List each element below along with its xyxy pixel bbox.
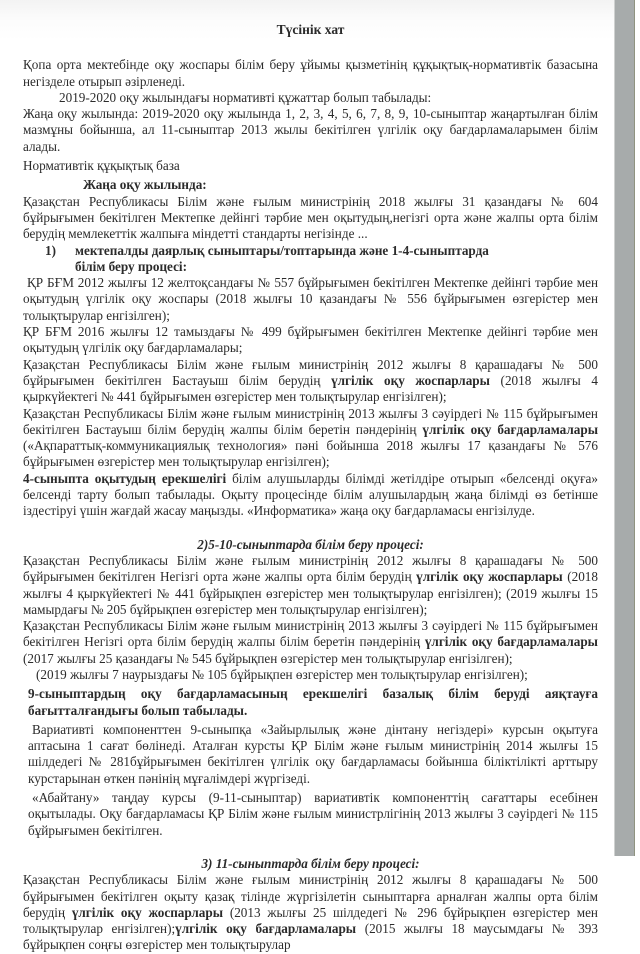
document-body xyxy=(23,22,598,954)
text-run: білім алушыларды білімді жетілдіре отырып «белсенді оқуға» белсенді тарту болып табылады. Оқыту процесінде білім алушылардың жаңа білімді өз бетінше іздестіруі үшін жағдай жасау маңызды. «Информатика» жаңа оқу бағдарламасы енгізілуде. xyxy=(23,470,598,519)
text-run: (2013 жылғы 25 шілдедегі № 296 бұйрықпен өзгерістер мен толықтырулар енгізілген); xyxy=(23,904,598,937)
text-run: («Ақпараттық-коммуникациялық технология» пәні бойынша 2018 жылғы 17 қазандағы № 576 бұйрығымен өзгерістер мен толықтырулар енгізілген); xyxy=(23,438,598,470)
normative-base-label: Нормативтік құқықтық база xyxy=(23,158,180,174)
section-2-paragraph-4: 9-сыныптардың оқу бағдарламасының ерекшелігі базалық білім беруді аяқтауға бағытталғандығы болып табылады. xyxy=(28,686,598,718)
section-1-paragraph-2: ҚР БҒМ 2016 жылғы 12 тамыздағы № 499 бұйрығымен бекітілген Мектепке дейінгі тәрбие мен оқытудың үлгілік оқу бағдарламалары; xyxy=(23,324,598,356)
section-2-paragraph-3: (2019 жылғы 7 наурыздағы № 105 бұйрықпен өзгерістер мен толықтырулар енгізілген); xyxy=(36,666,528,682)
section-1-title-line-1: мектепалды даярлық сыныптары/топтарында және 1-4-сыныптарда xyxy=(75,242,489,258)
document-title: Түсінік хат xyxy=(276,22,345,37)
emphasis: үлгілік оқу жоспарлары xyxy=(331,372,490,388)
emphasis: үлгілік оқу бағдарламалары xyxy=(422,421,598,437)
emphasis: үлгілік оқу жоспарлары xyxy=(71,904,224,920)
section-1-paragraph-3 xyxy=(23,357,598,406)
section-2-paragraph-6: «Абайтану» таңдау курсы (9-11-сыныптар) вариативтік компоненттің сағаттары есебінен оқытылады. Оқу бағдарламасы ҚР Білім және ғылым министрлігінің 2013 жылғы 3 сәуірдегі № 115 бұйрығымен бекітілген. xyxy=(28,790,598,838)
text-run: (2018 жылғы 4 қыркүйектегі № 441 бұйрығымен өзгерістер мен толықтырулар енгізілген); xyxy=(23,372,598,405)
section-1-paragraph-5 xyxy=(23,471,598,520)
text-run: Қазақстан Республикасы Білім және ғылым министрінің 2012 жылғы 8 қарашадағы № 500 бұйрығымен бекітілген Негізгі орта және жалпы орта білім берудің xyxy=(23,552,598,585)
section-1-paragraph-4 xyxy=(23,406,598,471)
section-2-paragraph-1 xyxy=(23,553,598,618)
section-3-heading: 3) 11-сыныптарда білім беру процесі: xyxy=(201,855,420,871)
text-run: (2017 жылғы 25 қазандағы № 545 бұйрықпен өзгерістер мен толықтырулар енгізілген); xyxy=(23,650,513,666)
intro-paragraph-1: Қопа орта мектебінде оқу жоспары білім беру ұйымы қызметінің құқықтық-нормативтік базасына негізделе отырып әзірленеді. xyxy=(23,57,598,89)
emphasis: үлгілік оқу жоспарлары xyxy=(416,569,563,585)
section-1-title-line-2: білім беру процесі: xyxy=(75,258,187,274)
page-edge-strip xyxy=(614,0,635,856)
section-2-paragraph-2 xyxy=(23,618,598,667)
new-year-paragraph: Қазақстан Республикасы Білім және ғылым министрінің 2018 жылғы 31 қазандағы № 604 бұйрығымен бекітілген Мектепке дейінгі тәрбие мен оқытудың,негізгі орта және жалпы орта білім берудің мемлекеттік жалпыға міндетті стандарты негізінде ... xyxy=(23,193,598,242)
text-run: Қазақстан Республикасы Білім және ғылым министрінің 2013 жылғы 3 сәуірдегі № 115 бұйрығымен бекітілген Негізгі орта білім берудің жалпы білім беретін пәндерінің xyxy=(23,618,598,650)
text-run: (2015 жылғы 18 маусымдағы № 393 бұйрықпен соңғы өзгерістер мен толықтырулар xyxy=(23,921,598,953)
intro-paragraph-3: Жаңа оқу жылында: 2019-2020 оқу жылында 1, 2, 3, 4, 5, 6, 7, 8, 9, 10-сыныптар жаңартылған білім мазмұны бойынша, ал 11-сыныптар 2013 жылы бекітілген үлгілік оқу бағдарламаларымен білім алады. xyxy=(23,106,598,154)
section-2-heading: 2)5-10-сыныптарда білім беру процесі: xyxy=(197,536,424,552)
section-1-number: 1) xyxy=(45,242,56,258)
new-year-heading: Жаңа оқу жылында: xyxy=(83,177,207,193)
section-1-paragraph-1: ҚР БҒМ 2012 жылғы 12 желтоқсандағы № 557 бұйрығымен бекітілген Мектепке дейінгі тәрбие мен оқытудың үлгілік оқу жоспары (2018 жылғы 10 қазандағы № 556 бұйрығымен өзгерістер мен толықтырулар енгізілген); xyxy=(23,275,598,323)
emphasis: үлгілік оқу бағдарламалары xyxy=(175,921,357,937)
emphasis: үлгілік оқу бағдарламалары xyxy=(424,634,598,650)
text-run: Қазақстан Республикасы Білім және ғылым министрінің 2012 жылғы 8 қарашадағы № 500 бұйрығымен бекітілген оқыту қазақ тілінде жүргізілетін сыныптарға арналған жалпы орта білім берудің xyxy=(23,872,598,920)
text-run: Қазақстан Республикасы Білім және ғылым министрінің 2013 жылғы 3 сәуірдегі № 115 бұйрығымен бекітілген Бастауыш білім берудің жалпы білім беретін пәндерінің xyxy=(23,405,598,437)
text-run: Қазақстан Республикасы Білім және ғылым министрінің 2012 жылғы 8 қарашадағы № 500 бұйрығымен бекітілген Бастауыш білім берудің xyxy=(23,356,598,388)
section-3-paragraph-1 xyxy=(23,872,598,953)
intro-paragraph-2: 2019-2020 оқу жылындағы нормативті құжаттар болып табылады: xyxy=(59,89,432,105)
section-2-paragraph-5: Вариативті компоненттен 9-сыныпқа «Зайырлылық және дінтану негіздері» курсын оқытуға аптасына 1 сағат бөлінеді. Аталған курсты ҚР Білім және ғылым министрінің 2014 жылғы 15 шілдедегі № 281бұйрығымен бекітілген үлгілік оқу бағдарламасы бойынша біліктілікті арттыру курстарынан өткен пәнінің мұғалімдері жүргізеді. xyxy=(28,721,598,786)
emphasis: 4-сыныпта оқытудың ерекшелігі xyxy=(23,470,227,486)
section-1-heading xyxy=(23,243,598,276)
text-run: (2018 жылғы 4 қыркүйектегі № 441 бұйрықпен өзгерістер мен толықтырулар енгізілген); (2019 жылғы 15 мамырдағы № 205 бұйрықпен өзгерістер мен толықтырулар енгізілген); xyxy=(23,569,598,617)
section-1-title xyxy=(75,243,598,276)
